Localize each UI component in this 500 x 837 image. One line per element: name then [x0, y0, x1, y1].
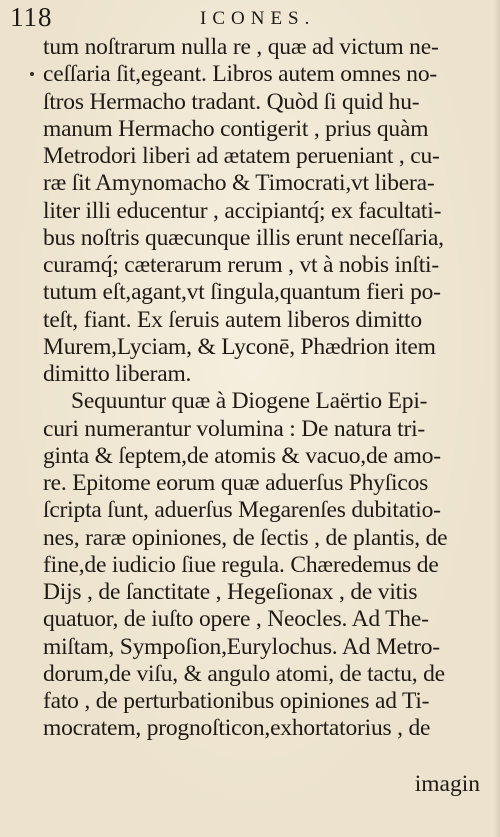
- text-line: ræ ſit Amynomacho & Timocrati,vt libera-: [43, 170, 435, 197]
- text-line: ceſſaria ſit,egeant. Libros autem omnes no-: [43, 61, 438, 88]
- text-line: Murem,Lyciam, & Lyconē, Phædrion item: [43, 333, 436, 360]
- text-line: Metrodori liberi ad ætatem perueniant , cu-: [43, 143, 440, 169]
- text-line: tum noſtrarum nulla re , quæ ad victum ne-: [43, 34, 439, 60]
- text-line: Dijs , de ſanctitate , Hegeſionax , de vitis: [43, 579, 418, 605]
- running-head: ICONES.: [200, 8, 316, 29]
- body-text: [43, 34, 483, 743]
- text-line: quatuor, de iuſto opere , Neocles. Ad The-: [43, 606, 429, 633]
- text-line: fato , de perturbationibus opiniones ad Ti-: [43, 688, 430, 714]
- paragraph-first-line: Sequuntur quæ à Diogene Laërtio Epi-: [71, 388, 428, 415]
- text-line: dimitto liberam.: [43, 361, 192, 387]
- page-number: 118: [10, 2, 53, 32]
- text-line: manum Hermacho contigerit , prius quàm: [43, 115, 429, 142]
- text-line: curi numerantur volumina : De natura tri-: [43, 415, 426, 442]
- text-line: mocratem, prognoſticon,exhortatorius , de: [43, 715, 431, 742]
- text-line: fine,de iudicio ſiue regula. Chæredemus de: [43, 551, 439, 578]
- catchword: imagin: [414, 771, 480, 797]
- text-line: re. Epitome eorum quæ aduerſus Phyſicos: [43, 470, 429, 496]
- text-line: bus noſtris quæcunque illis erunt neceſſaria,: [43, 224, 444, 251]
- text-line: ſtros Hermacho tradant. Quòd ſi quid hu-: [43, 88, 420, 115]
- text-line: tutum eſt,agant,vt ſingula,quantum fieri po-: [43, 279, 441, 306]
- page-edge-shadow: [494, 0, 500, 837]
- text-line: dorum,de viſu, & angulo atomi, de tactu, de: [43, 660, 445, 687]
- text-line: teſt, fiant. Ex ſeruis autem liberos dimitto: [43, 306, 422, 333]
- text-line: ginta & ſeptem,de atomis & vacuo,de amo-: [43, 442, 441, 469]
- margin-mark: [30, 72, 34, 76]
- text-line: ſcripta ſunt, aduerſus Megarenſes dubitatio-: [43, 497, 441, 524]
- page-header: [10, 2, 490, 34]
- text-line: liter illi educentur , accipiantq́; ex facultati-: [43, 197, 442, 224]
- text-line: nes, raræ opiniones, de ſectis , de plantis, de: [43, 524, 448, 551]
- text-line: curamq́; cæterarum rerum , vt à nobis inſti-: [43, 252, 440, 278]
- text-line: miſtam, Sympoſion,Eurylochus. Ad Metro-: [43, 633, 440, 660]
